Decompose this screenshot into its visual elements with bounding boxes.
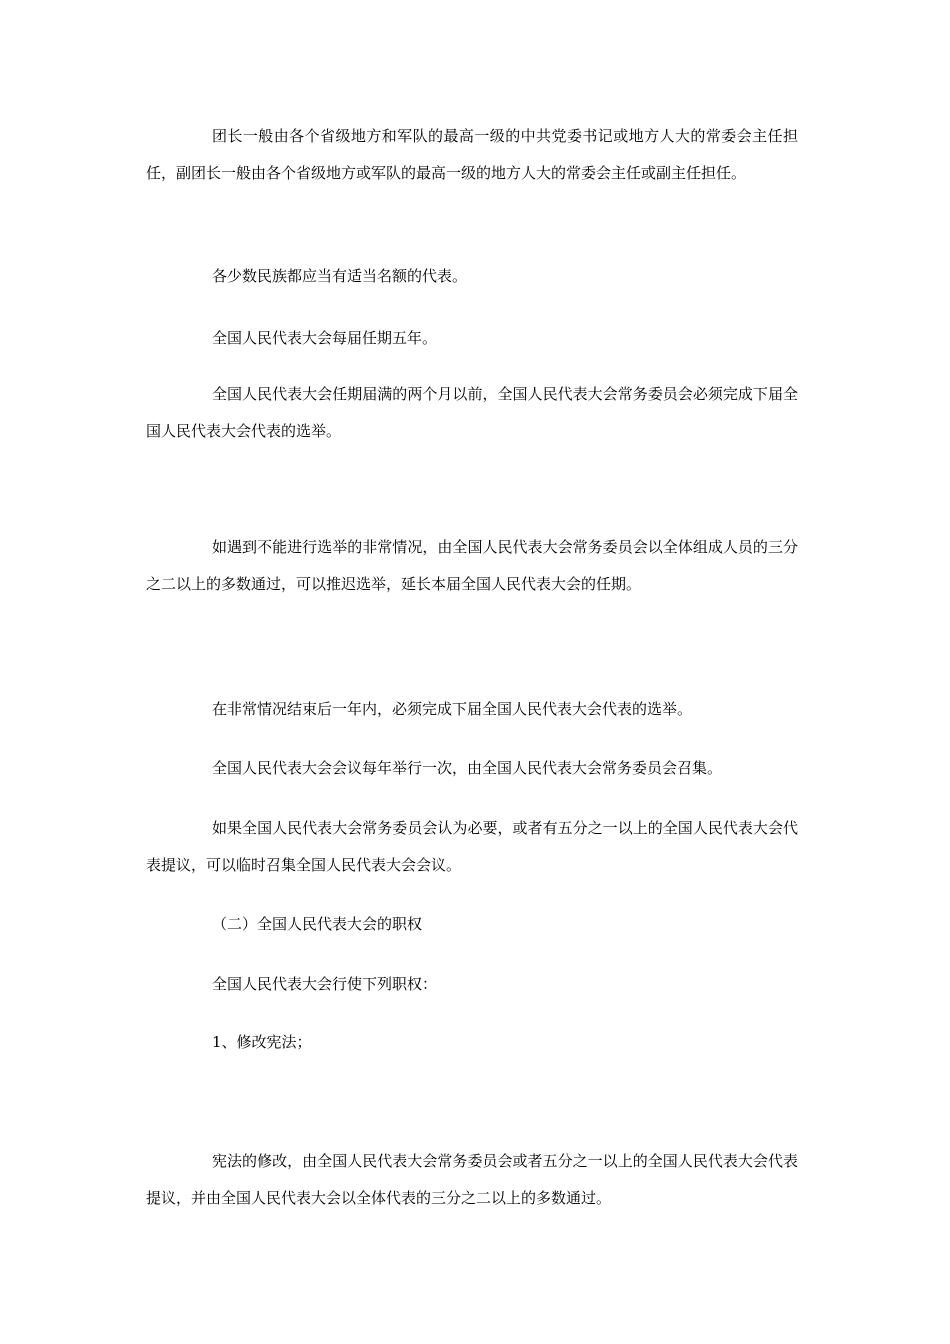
- paragraph-after-emergency: 在非常情况结束后一年内，必须完成下届全国人民代表大会代表的选举。: [212, 700, 693, 718]
- paragraph-delegation-leaders: 团长一般由各个省级地方和军队的最高一级的中共党委书记或地方人大的常委会主任担任，副团长一般由各个省级地方或军队的最高一级的地方人大的常委会主任或副主任担任。: [146, 127, 798, 182]
- section-heading-powers: （二）全国人民代表大会的职权: [212, 915, 423, 933]
- paragraph-annual-session: 全国人民代表大会会议每年举行一次，由全国人民代表大会常务委员会召集。: [212, 759, 723, 777]
- paragraph-amendment-procedure: 宪法的修改，由全国人民代表大会常务委员会或者五分之一以上的全国人民代表大会代表提议，并由全国人民代表大会以全体代表的三分之二以上的多数通过。: [146, 1152, 798, 1207]
- paragraph-special-session: 如果全国人民代表大会常务委员会认为必要，或者有五分之一以上的全国人民代表大会代表提议，可以临时召集全国人民代表大会会议。: [146, 819, 798, 874]
- paragraph-election-deadline: 全国人民代表大会任期届满的两个月以前，全国人民代表大会常务委员会必须完成下届全国人民代表大会代表的选举。: [146, 385, 798, 440]
- paragraph-powers-intro: 全国人民代表大会行使下列职权：: [212, 975, 438, 993]
- paragraph-minority-representation: 各少数民族都应当有适当名额的代表。: [212, 267, 468, 285]
- paragraph-postpone-election: 如遇到不能进行选举的非常情况，由全国人民代表大会常务委员会以全体组成人员的三分之二以上的多数通过，可以推迟选举，延长本届全国人民代表大会的任期。: [146, 538, 798, 593]
- list-item-amend-constitution: 1、修改宪法；: [212, 1033, 312, 1051]
- paragraph-term-length: 全国人民代表大会每届任期五年。: [212, 329, 438, 347]
